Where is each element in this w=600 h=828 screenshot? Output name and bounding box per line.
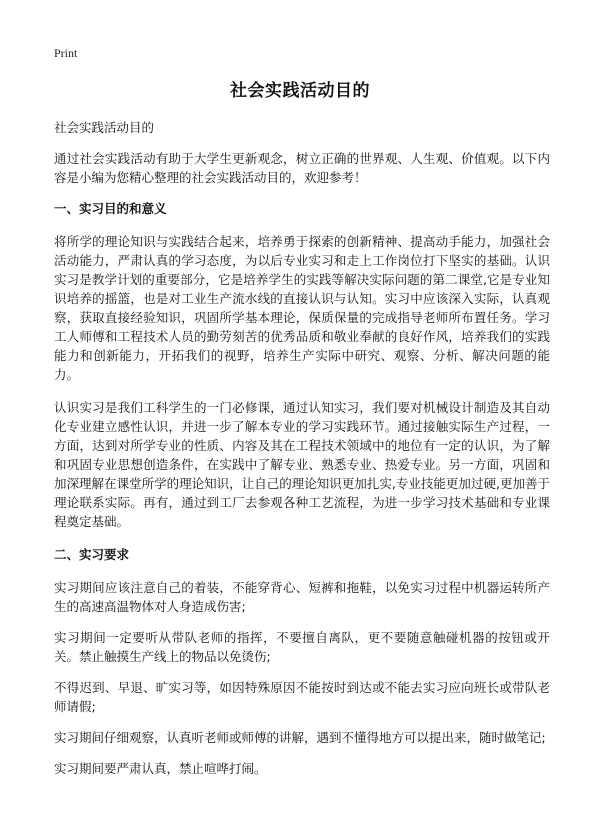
purpose-paragraph: 认识实习是我们工科学生的一门必修课，通过认知实习，我们要对机械设计制造及其自动化专业建立感性认识，并进一步了解本专业的学习实践环节。通过接触实际生产过程，一方面，达到对所学专业的性质、内容及其在工程技术领域中的地位有一定的认识，为了解和巩固专业思想创造条件，在实践中了解专业、熟悉专业、热爱专业。另一方面，巩固和加深理解在课堂所学的理论知识，让自己的理论知识更加扎实,专业技能更加过硬,更加善于理论联系实际。再有，通过到工厂去参观各种工艺流程，为进一步学习技术基础和专业课程奠定基础。 (54, 400, 550, 529)
page-title: 社会实践活动目的 (230, 81, 370, 101)
requirement-item: 实习期间要严肃认真，禁止喧哗打闹。 (54, 761, 267, 776)
requirement-item: 实习期间应该注意自己的着装，不能穿背心、短裤和拖鞋，以免实习过程中机器运转所产生的高速高温物体对人身造成伤害; (54, 580, 550, 614)
section-heading-requirements: 二、实习要求 (54, 547, 130, 562)
intro-paragraph: 通过社会实践活动有助于大学生更新观念，树立正确的世界观、人生观、价值观。以下内容是小编为您精心整理的社会实践活动目的，欢迎参考！ (54, 151, 550, 185)
document-body (54, 118, 550, 790)
purpose-paragraph: 将所学的理论知识与实践结合起来，培养勇于探索的创新精神、提高动手能力，加强社会活动能力，严肃认真的学习态度，为以后专业实习和走上工作岗位打下坚实的基础。认识实习是教学计划的重要部分，它是培养学生的实践等解决实际问题的第二课堂,它是专业知识培养的摇篮，也是对工业生产流水线的直接认识与认知。实习中应该深入实际，认真观察，获取直接经验知识，巩固所学基本理论，保质保量的完成指导老师所布置任务。学习工人师傅和工程技术人员的勤劳刻苦的优秀品质和敬业奉献的良好作风，培养我们的实践能力和创新能力，开拓我们的视野，培养生产实际中研究、观察、分析、解决问题的能力。 (54, 234, 550, 382)
document-subtitle: 社会实践活动目的 (54, 120, 155, 135)
requirement-item: 实习期间仔细观察，认真听老师或师傅的讲解，遇到不懂得地方可以提出来，随时做笔记; (54, 730, 546, 745)
print-link[interactable]: Print (54, 46, 78, 60)
section-heading-purpose: 一、实习目的和意义 (54, 201, 167, 216)
requirement-item: 实习期间一定要听从带队老师的指挥，不要擅自离队，更不要随意触碰机器的按钮或开关。禁止触摸生产线上的物品以免烫伤; (54, 630, 550, 664)
requirement-item: 不得迟到、早退、旷实习等，如因特殊原因不能按时到达或不能去实习应向班长或带队老师请假; (54, 680, 550, 714)
